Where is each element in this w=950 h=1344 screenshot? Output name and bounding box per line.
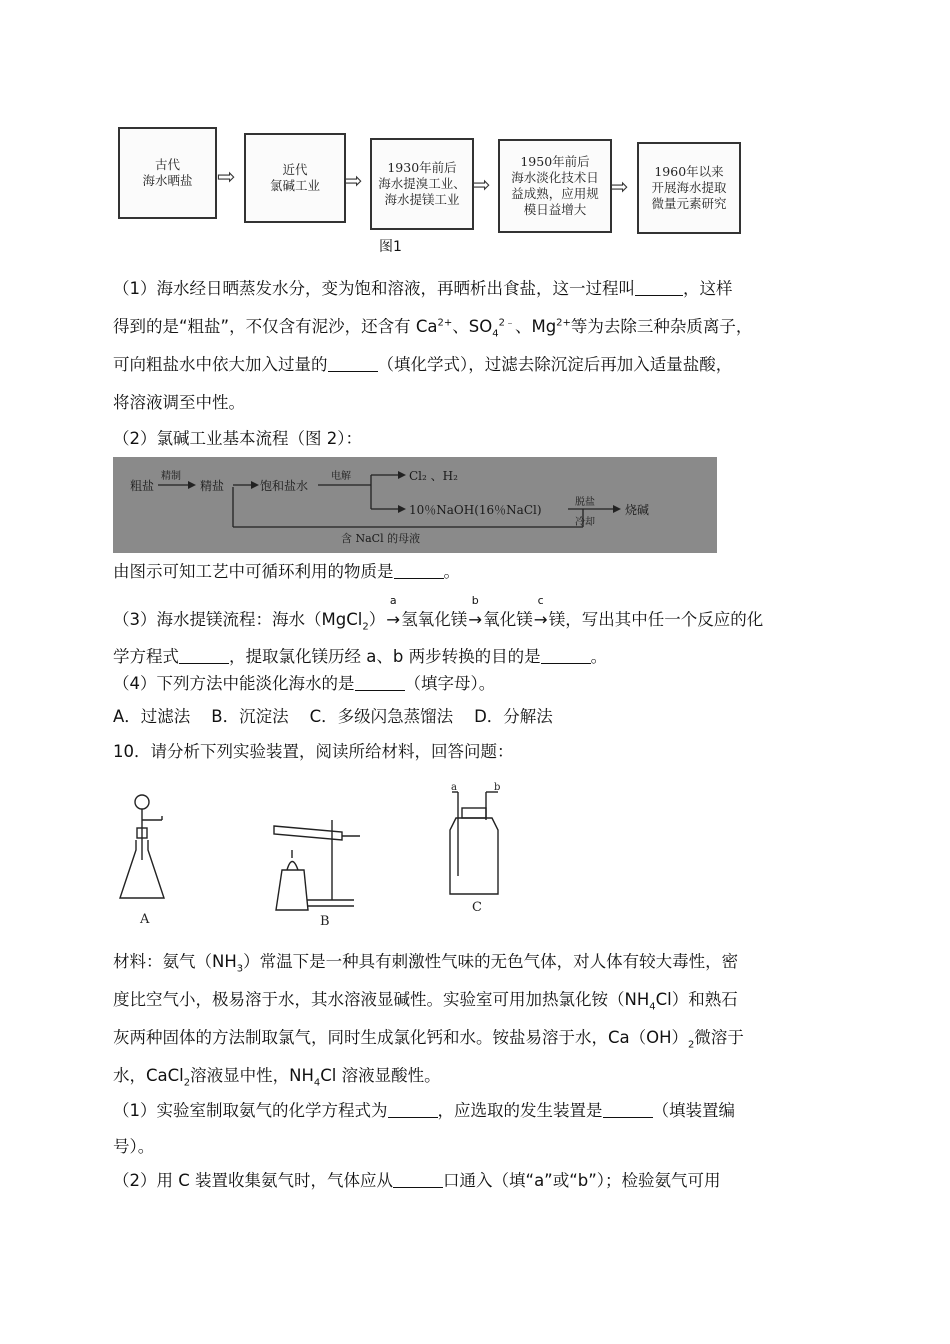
text: 、Mg <box>514 317 557 336</box>
flow-naoh: 10％NaOH(16％NaCl) <box>409 503 542 517</box>
text: 。 <box>590 647 608 666</box>
material-line-1 <box>113 948 738 974</box>
flow-caustic-soda: 烧碱 <box>625 503 650 517</box>
q3-line-2 <box>113 643 607 667</box>
text: 等为去除三种杂质离子， <box>570 317 753 336</box>
flow-refined-salt: 精盐 <box>200 479 225 493</box>
apparatus-b-heating-setup <box>262 818 372 918</box>
subscript: 4 <box>313 1077 321 1089</box>
answer-blank[interactable] <box>393 1173 443 1188</box>
text: 微溶于 <box>694 1028 744 1047</box>
material-line-2 <box>113 986 738 1012</box>
material-line-3 <box>113 1024 744 1050</box>
text: 由图示可知工艺中可循环利用的物质是 <box>113 562 394 581</box>
flow-crude-salt: 粗盐 <box>130 479 155 493</box>
text: （2）用 C 装置收集氨气时，气体应从 <box>113 1171 394 1190</box>
box-text: 微量元素研究 <box>651 196 727 211</box>
text: 可向粗盐水中依大加入过量的 <box>113 355 328 374</box>
apparatus-c-gas-bottle <box>440 786 510 904</box>
reaction-arrow-c: c → <box>533 594 548 629</box>
subscript: 4 <box>649 1001 656 1013</box>
subscript: 2 <box>183 1077 191 1089</box>
box-text: 益成熟，应用规 <box>511 186 599 201</box>
box-text: 氯碱工业 <box>269 178 320 193</box>
answer-blank[interactable] <box>603 1103 653 1118</box>
q10-sub1-line-1 <box>113 1097 735 1121</box>
q3-line-1 <box>113 594 764 633</box>
flow-arrow: ⇨ <box>472 173 491 198</box>
box-text: 1930年前后 <box>387 160 457 175</box>
text: 。 <box>443 562 460 581</box>
text: 得到的是“粗盐”，不仅含有泥沙，还含有 Ca <box>113 317 438 336</box>
port-b-label: b <box>494 782 501 793</box>
arrow-label: c <box>537 594 544 607</box>
text: 水，CaCl <box>113 1066 184 1085</box>
arrow-label: a <box>389 594 397 607</box>
history-box-modern <box>244 133 346 223</box>
text: 口通入（填“a”或“b”）；检验氨气可用 <box>443 1171 721 1190</box>
answer-blank[interactable] <box>394 564 444 579</box>
flow-arrow: ⇨ <box>344 169 363 194</box>
flow-electrolysis-label: 电解 <box>331 471 351 482</box>
text: 、SO <box>452 317 493 336</box>
port-a-label: a <box>451 782 457 793</box>
q1-line-1 <box>113 275 733 299</box>
box-text: 古代 <box>154 157 180 172</box>
text: 学方程式 <box>113 647 179 666</box>
q10-sub2-line-1 <box>113 1167 721 1191</box>
box-text: 海水提溴工业、 <box>378 176 466 191</box>
history-box-ancient <box>118 127 217 219</box>
text: ，应选取的发生装置是 <box>437 1101 603 1120</box>
text: 灰两种固体的方法制取氯气，同时生成氯化钙和水。铵盐易溶于水，Ca（OH） <box>113 1028 689 1047</box>
apparatus-a-flask <box>112 790 172 910</box>
box-text: 近代 <box>282 162 308 177</box>
box-text: 开展海水提取 <box>651 180 727 195</box>
text: 镁，写出其中任一个反应的化 <box>548 610 764 629</box>
figure-2-chlor-alkali-flow <box>113 457 717 553</box>
text: （填装置编 <box>652 1101 735 1120</box>
answer-blank[interactable] <box>328 357 378 372</box>
reaction-arrow-b: b → <box>468 594 483 629</box>
ion-charge: 2+ <box>437 317 453 329</box>
q1-line-3 <box>113 351 732 375</box>
history-box-1950 <box>498 139 612 233</box>
answer-blank[interactable] <box>179 649 229 664</box>
text: 氧化镁 <box>483 610 533 629</box>
text: （填化学式），过滤去除沉淀后再加入适量盐酸， <box>377 355 733 374</box>
subscript: 2 <box>362 621 369 633</box>
flow-cool-label: 冷却 <box>575 517 595 528</box>
reaction-arrow-a: a → <box>386 594 401 629</box>
subscript: 2 <box>688 1039 695 1051</box>
q1-line-2 <box>113 313 752 339</box>
flow-saturated-brine: 饱和盐水 <box>260 479 309 493</box>
answer-blank[interactable] <box>635 281 683 296</box>
text: ，提取氯化镁历经 a、b 两步转换的目的是 <box>229 647 541 666</box>
q1-line-4: 将溶液调至中性。 <box>113 393 245 412</box>
arrow-label: b <box>471 594 479 607</box>
text: （4）下列方法中能淡化海水的是 <box>113 674 355 693</box>
flow-mother-liquor: 含 NaCl 的母液 <box>341 532 421 545</box>
text: 材料：氨气（NH <box>113 952 237 971</box>
text: （1）实验室制取氨气的化学方程式为 <box>113 1101 388 1120</box>
history-box-1960 <box>637 142 741 234</box>
q4-options: A．过滤法 B．沉淀法 C．多级闪急蒸馏法 D．分解法 <box>113 707 553 726</box>
box-text: 1950年前后 <box>520 154 590 169</box>
history-box-1930 <box>370 138 474 230</box>
text: ，这样 <box>683 279 733 298</box>
apparatus-c-label: C <box>472 900 482 915</box>
ion-charge: 2﹣ <box>498 317 515 329</box>
flow-gases: Cl₂ 、H₂ <box>409 469 458 483</box>
text: 溶液显中性，NH <box>190 1066 314 1085</box>
text: ） <box>368 610 386 629</box>
box-text: 模日益增大 <box>523 202 587 217</box>
text: Cl）和熟石 <box>655 990 738 1009</box>
q4-line-1 <box>113 670 495 694</box>
text: （3）海水提镁流程：海水（MgCl <box>113 610 363 629</box>
flow-arrow: ⇨ <box>610 175 629 200</box>
answer-blank[interactable] <box>541 649 591 664</box>
text: 度比空气小，极易溶于水，其水溶液显碱性。实验室可用加热氯化铵（NH <box>113 990 650 1009</box>
flow-desalt-label: 脱盐 <box>575 497 595 508</box>
subscript: 3 <box>236 963 244 975</box>
answer-blank[interactable] <box>388 1103 438 1118</box>
q10-title: 10．请分析下列实验装置，阅读所给材料，回答问题： <box>113 742 514 761</box>
apparatus-b-label: B <box>320 914 330 929</box>
box-text: 海水晒盐 <box>142 173 193 188</box>
q2-question <box>113 558 460 582</box>
box-text: 1960年以来 <box>654 164 724 179</box>
ion-charge: 2+ <box>556 317 571 329</box>
box-text: 海水提镁工业 <box>384 192 460 207</box>
text: Cl 溶液显酸性。 <box>320 1066 441 1085</box>
q10-sub1-line-2: 号）。 <box>113 1137 155 1156</box>
material-line-4 <box>113 1062 441 1088</box>
subscript: 4 <box>492 328 499 340</box>
box-text: 海水淡化技术日 <box>511 170 599 185</box>
text: ）常温下是一种具有刺激性气味的无色气体，对人体有较大毒性，密 <box>243 952 739 971</box>
text: （1）海水经日晒蒸发水分，变为饱和溶液，再晒析出食盐，这一过程叫 <box>113 279 635 298</box>
figure-1-caption: 图1 <box>379 239 402 255</box>
apparatus-a-label: A <box>140 912 150 927</box>
answer-blank[interactable] <box>355 676 405 691</box>
flow-refine-label: 精制 <box>161 471 181 482</box>
text: 氢氧化镁 <box>401 610 468 629</box>
flow-arrow: ⇨ <box>217 165 236 190</box>
q2-title: （2）氯碱工业基本流程（图 2）： <box>113 429 362 448</box>
text: （填字母）。 <box>404 674 496 693</box>
